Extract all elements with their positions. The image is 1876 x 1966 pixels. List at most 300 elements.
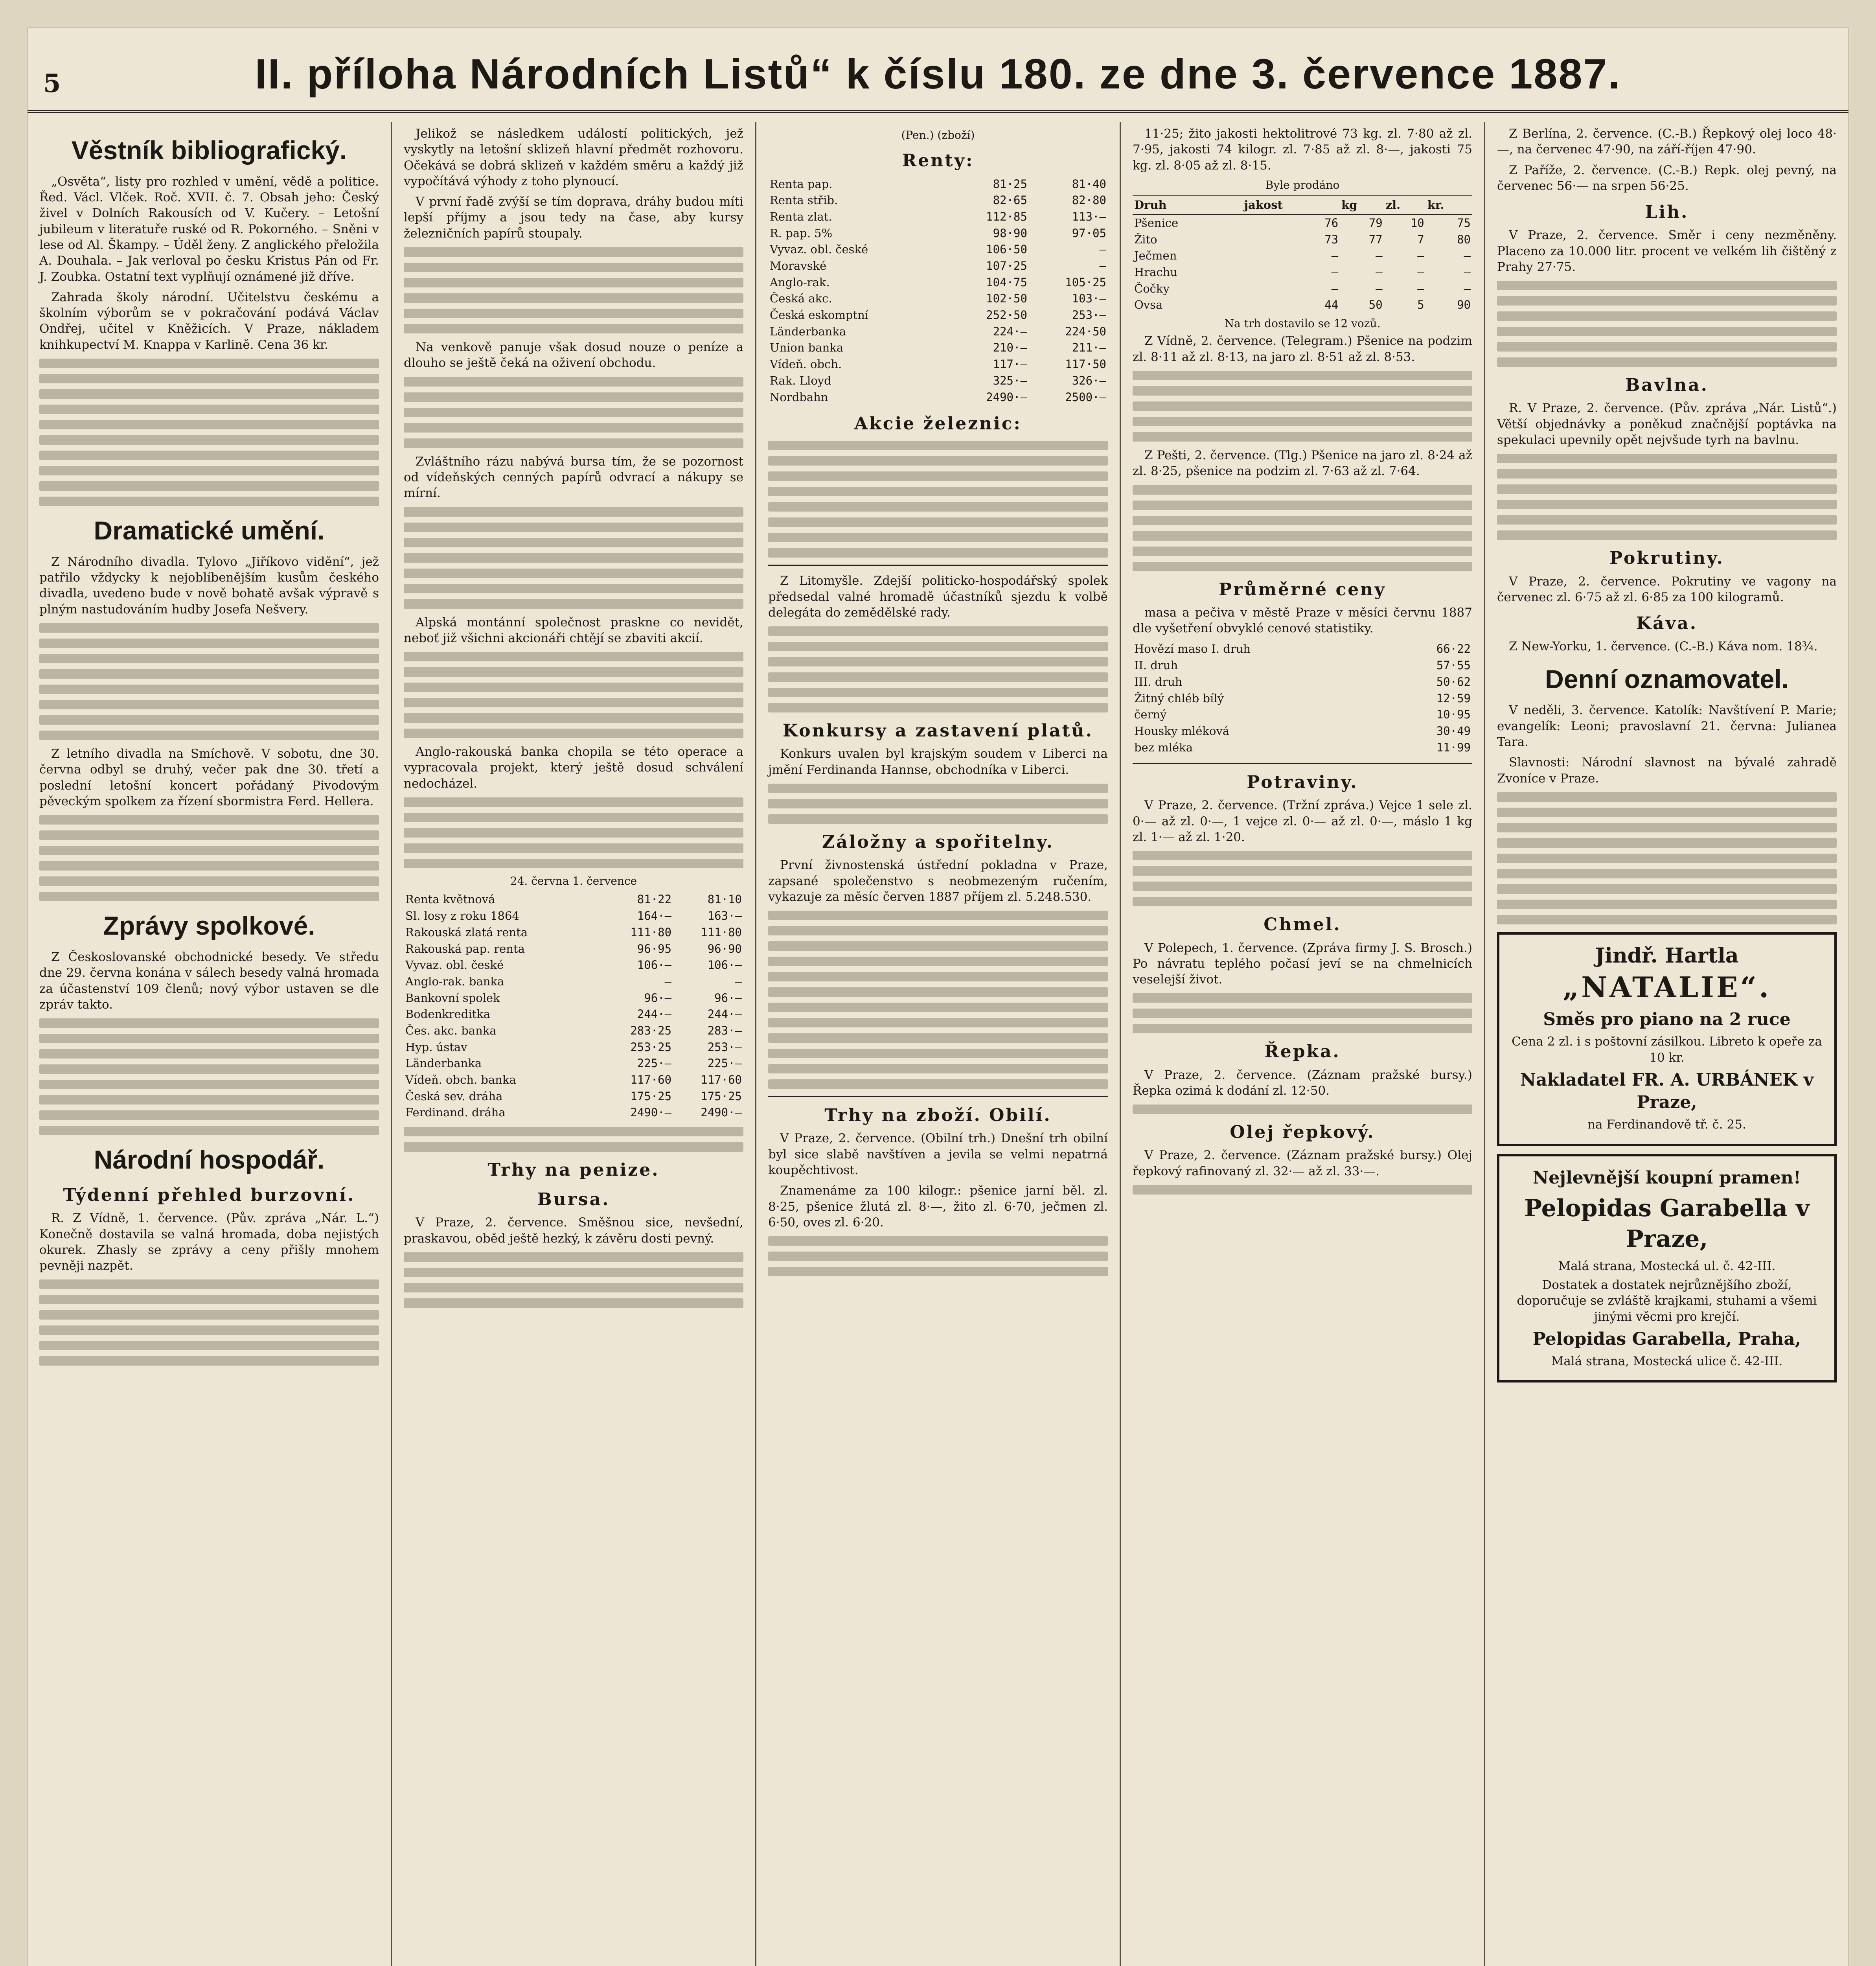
quotes-table-body [404, 891, 743, 1121]
text-line [404, 408, 743, 417]
table-cell-label: Renta zlat. [770, 210, 832, 223]
text-line [768, 911, 1108, 920]
text-line [1497, 296, 1837, 306]
table-row [768, 274, 1108, 291]
text-line [1497, 342, 1837, 352]
table-cell-value: 82·65 [993, 193, 1027, 207]
article-paragraph: Zahrada školy národní. Učitelstvu českému a školním výborům se v pokračování podává Václav Ondřej, učitel v Kněžicích. V Praze, nákladem knihkupectví M. Knappa v Karlině. Cena 36 kr. [39, 290, 379, 352]
text-line [1133, 516, 1472, 525]
table-row [768, 324, 1108, 340]
table-header-cell: kg [1340, 196, 1384, 215]
table-cell-value: 11·99 [1436, 740, 1471, 754]
grain-table-header [1133, 196, 1472, 215]
text-line [768, 626, 1108, 636]
text-line [768, 548, 1108, 558]
subsection-heading: Trhy na zboží. Obilí. [824, 1105, 1052, 1126]
table-cell-value: 117·— [993, 357, 1027, 371]
divider [768, 565, 1108, 566]
table-cell-label: černý [1134, 708, 1167, 722]
table-cell-value: — [1417, 282, 1424, 295]
quotes-table [404, 891, 743, 1121]
table-row [1133, 690, 1472, 707]
table-row [404, 990, 743, 1007]
text-line [404, 843, 743, 853]
ad-text: Cena 2 zl. i s poštovní zásilkou. Libreto k opeře za 10 kr. [1512, 1035, 1822, 1065]
ad-address: Malá strana, Mostecká ul. č. 42-III. [1558, 1259, 1776, 1273]
table-row [768, 225, 1108, 242]
text-line [404, 729, 743, 738]
text-line [1497, 454, 1837, 463]
table-cell-label: Bodenkreditka [405, 1007, 491, 1021]
table-cell-value: 211·— [1072, 341, 1106, 355]
table-cell-value: 104·75 [986, 275, 1027, 289]
table-cell-value: 244·— [707, 1007, 742, 1021]
text-line [39, 1080, 379, 1089]
table-cell-label: Vyvaz. obl. české [405, 958, 504, 972]
table-cell-value: 30·49 [1436, 724, 1471, 738]
text-line [404, 523, 743, 532]
table-cell-value: 225·— [707, 1057, 742, 1070]
table-cell-value: 2490·— [701, 1106, 742, 1119]
subsection-heading: Renty: [902, 151, 974, 171]
table-cell-value: 81·40 [1072, 177, 1106, 191]
table-cell-value: — [735, 974, 742, 988]
text-line [404, 1298, 743, 1308]
table-cell-value: 50·62 [1436, 675, 1471, 688]
table-row [404, 941, 743, 957]
subsection-heading: Pokrutiny. [1609, 548, 1724, 569]
text-line [39, 654, 379, 663]
text-line [39, 892, 379, 901]
section-heading-drama: Dramatické umění. [94, 516, 325, 545]
table-cell-label: Pšenice [1134, 216, 1179, 230]
text-line [1497, 900, 1837, 909]
article-paragraph: V Praze, 2. července. Směr i ceny nezměněny. Placeno za 10.000 litr. procent ve velkém lih čištěný z Prahy 27·75. [1497, 228, 1837, 274]
text-line [39, 420, 379, 429]
text-line [768, 1049, 1108, 1058]
article-paragraph: V první řadě zvýší se tím doprava, dráhy budou míti lepší příjmy a jsou tedy na čase, aby kursy železničních papírů stoupaly. [404, 195, 743, 241]
text-line [39, 1110, 379, 1120]
article-paragraph: Konkurs uvalen byl krajským soudem v Liberci na jmění Ferdinanda Hannse, obchodníka v Liberci. [768, 747, 1108, 777]
text-line [404, 797, 743, 807]
table-cell-label: Anglo-rak. [770, 275, 830, 289]
table-header-cell: Druh [1133, 196, 1243, 215]
text-line [768, 533, 1108, 542]
text-line [1497, 884, 1837, 894]
table-row [404, 891, 743, 908]
text-line [1133, 1104, 1472, 1114]
text-line [404, 278, 743, 287]
table-cell-label: Česká sev. dráha [405, 1089, 503, 1103]
text-line [768, 1252, 1108, 1261]
text-line [768, 1064, 1108, 1073]
text-line [1497, 469, 1837, 479]
subsection-heading: Trhy na penize. [487, 1160, 660, 1180]
table-row [1133, 215, 1472, 232]
table-cell-label: Union banka [770, 341, 844, 355]
column-4 [1121, 122, 1485, 1966]
text-line [404, 813, 743, 822]
table-cell-value: — [1417, 249, 1424, 263]
table-row [404, 1088, 743, 1105]
table-cell-value: 7 [1417, 232, 1424, 246]
article-paragraph: V Praze, 2. července. (Záznam pražské bursy.) Olej řepkový rafinovaný zl. 32·— až zl. 33·—. [1133, 1148, 1472, 1178]
text-line [39, 435, 379, 445]
table-cell-label: Länderbanka [405, 1057, 482, 1070]
section-heading-bibliography: Věstník bibliografický. [71, 136, 347, 165]
table-row [404, 974, 743, 990]
text-line [1133, 866, 1472, 876]
subsection-heading: Řepka. [1264, 1042, 1341, 1062]
advertisement-natalie [1497, 932, 1837, 1146]
text-line [39, 861, 379, 871]
text-line [1133, 1024, 1472, 1033]
table-row [768, 373, 1108, 389]
text-line [404, 377, 743, 387]
table-cell-value: 96·— [644, 991, 672, 1005]
table-cell-value: 111·80 [701, 925, 742, 939]
text-line [404, 293, 743, 303]
article-paragraph: Zvláštního rázu nabývá bursa tím, že se pozornost od vídeňských cenných papírů odvrací a nákupy se mírní. [404, 454, 743, 501]
text-line [39, 389, 379, 399]
table-cell-value: 77 [1368, 232, 1383, 246]
table-cell-value: 224·50 [1065, 324, 1106, 338]
table-cell-label: Hovězí maso I. druh [1134, 642, 1251, 656]
text-line [1133, 1009, 1472, 1018]
column-1 [28, 122, 392, 1966]
advertisement-garabella [1497, 1154, 1837, 1383]
text-line [39, 1095, 379, 1104]
section-heading-economy: Národní hospodář. [94, 1145, 325, 1174]
subsection-heading: Týdenní přehled burzovní. [63, 1185, 355, 1206]
article-paragraph: Znamenáme za 100 kilogr.: pšenice jarní běl. zl. 8·25, pšenice žlutá zl. 8·—, žito zl. 6·70, ječmen zl. 6·50, oves zl. 6·20. [768, 1184, 1108, 1230]
table-cell-value: 81·10 [707, 893, 742, 906]
text-line [404, 423, 743, 433]
table-cell-label: Žitný chléb bílý [1134, 691, 1224, 705]
table-cell-value: 50 [1368, 298, 1383, 312]
text-line [1133, 417, 1472, 426]
text-line [1133, 501, 1472, 510]
text-line [39, 623, 379, 633]
text-line [1497, 808, 1837, 817]
ad-subtitle: Směs pro piano na 2 ruce [1543, 1009, 1791, 1030]
subsection-heading: Potraviny. [1247, 772, 1358, 793]
table-cell-value: 244·— [637, 1007, 672, 1021]
table-cell-value: 2490·— [986, 390, 1027, 404]
table-cell-value: 224·— [993, 324, 1027, 338]
table-cell-value: 75 [1457, 216, 1471, 230]
table-row [1133, 248, 1472, 264]
article-paragraph: masa a pečiva v městě Praze v měsíci červnu 1887 dle vyšetření obvyklé cenové statistiky. [1133, 605, 1472, 636]
table-cell-label: R. pap. 5% [770, 226, 833, 240]
table-cell-value: 175·25 [630, 1089, 672, 1103]
text-line [404, 599, 743, 609]
table-cell-value: — [1464, 249, 1471, 263]
table-row [768, 209, 1108, 225]
table-cell-value: 57·55 [1436, 659, 1471, 672]
article-paragraph: V Praze, 2. července. (Tržní zpráva.) Vejce 1 sele zl. 0·— až zl. 0·—, 1 vejce zl. 0·— až zl. 0·—, máslo 1 kg zl. 1·— až zl. 1·20. [1133, 798, 1472, 845]
table-cell-label: Bankovní spolek [405, 991, 500, 1005]
text-line [404, 859, 743, 868]
table-row [768, 192, 1108, 209]
column-5 [1485, 122, 1848, 1966]
text-line [768, 957, 1108, 966]
table-row [404, 1039, 743, 1056]
section-heading-daily: Denní oznamovatel. [1545, 664, 1789, 694]
table-heading: 24. června 1. července [510, 874, 637, 888]
article-paragraph: R. Z Vídně, 1. července. (Pův. zpráva „Nár. L.“) Konečně dostavila se valná hromada, doba nejistých okurek. Zhasly se zprávy a ceny přišly mnohem pevněji nazpět. [39, 1211, 379, 1273]
masthead [28, 28, 1848, 113]
text-line [39, 876, 379, 886]
table-cell-value: 253·25 [630, 1040, 672, 1054]
quotes-table [768, 176, 1108, 406]
table-cell-value: 106·50 [986, 243, 1027, 256]
text-line [39, 1049, 379, 1058]
article-paragraph: V Praze, 2. července. (Obilní trh.) Dnešní trh obilní byl sice slabě navštíven a jevila se velmi nepatrná koupěchtivost. [768, 1131, 1108, 1177]
table-cell-value: 175·25 [701, 1089, 742, 1103]
text-line [39, 1356, 379, 1366]
ad-signature: Pelopidas Garabella, Praha, [1532, 1329, 1801, 1349]
table-row [404, 1055, 743, 1072]
table-cell-value: 66·22 [1436, 642, 1471, 656]
table-cell-label: Hrachu [1134, 265, 1178, 279]
table-cell-label: bez mléka [1134, 740, 1193, 754]
table-cell-label: Housky mléková [1134, 724, 1230, 738]
divider [1133, 763, 1472, 764]
text-line [404, 263, 743, 272]
ad-publisher-address: na Ferdinandově tř. č. 25. [1587, 1117, 1746, 1132]
article-paragraph: Z Vídně, 2. července. (Telegram.) Pšenice na podzim zl. 8·11 až zl. 8·13, na jaro zl. 8·51 až zl. 8·53. [1133, 334, 1472, 364]
table-cell-value: 105·25 [1065, 275, 1106, 289]
text-line [1133, 993, 1472, 1003]
text-line [1497, 357, 1837, 367]
subsection-heading: Lih. [1645, 202, 1689, 223]
table-row [1133, 723, 1472, 740]
table-cell-value: — [1417, 265, 1424, 279]
subsection-heading: Bavlna. [1625, 375, 1709, 396]
table-cell-label: Čočky [1134, 282, 1170, 295]
article-paragraph: Z Pešti, 2. července. (Tlg.) Pšenice na jaro zl. 8·24 až zl. 8·25, pšenice na podzim zl. 7·63 až zl. 7·64. [1133, 448, 1472, 479]
text-line [404, 309, 743, 318]
text-line [39, 685, 379, 694]
ad-heading: Nejlevnější koupní pramen! [1532, 1167, 1801, 1188]
article-paragraph: Z Litomyšle. Zdejší politicko-hospodářský spolek předsedal valné hromadě účastníků sjezdu k volbě delegáta do zemědělské rady. [768, 574, 1108, 620]
text-line [768, 1267, 1108, 1276]
table-cell-value: 82·80 [1072, 193, 1106, 207]
text-line [1133, 432, 1472, 442]
table-cell-label: Vyvaz. obl. české [770, 243, 868, 256]
section-heading-societies: Zprávy spolkové. [103, 911, 315, 941]
table-cell-label: Renta střib. [770, 193, 838, 207]
table-cell-value: — [1376, 282, 1383, 295]
ad-text: Dostatek a dostatek nejrůznějšího zboží, doporučuje se zvláště krajkami, stuhami a všemi jinými věcmi pro krejčí. [1517, 1278, 1817, 1324]
table-row [768, 389, 1108, 406]
text-line [39, 700, 379, 709]
subsection-heading: Konkursy a zastavení platů. [782, 721, 1094, 741]
text-line [1497, 838, 1837, 848]
text-line [39, 669, 379, 679]
newspaper-page [28, 28, 1848, 1966]
text-line [404, 683, 743, 692]
table-cell-label: Česká akc. [770, 292, 832, 306]
text-line [404, 1142, 743, 1152]
table-cell-label: Länderbanka [770, 324, 846, 338]
table-cell-value: 225·— [637, 1057, 672, 1070]
table-cell-value: — [1376, 265, 1383, 279]
text-line [404, 553, 743, 563]
article-paragraph: „Osvěta“, listy pro rozhled v umění, vědě a politice. Řed. Václ. Vlček. Roč. XVII. č. 7. Obsah jeho: Český živel v Dolních Rakousích od V. Kučery. – Letošní jubileum v literatuře ruské od R. Pokorného. – Sněni v lese od Al. Škampy. – Úděl ženy. Z anglického přeložila A. Douhala. – Jak verloval po česku Kristus Pán od Fr. J. Zoubka. Ostatní text vyplňují oznámené již dříve. [39, 174, 379, 284]
text-line [768, 814, 1108, 824]
table-row [1133, 674, 1472, 690]
text-line [1497, 281, 1837, 290]
text-line [404, 652, 743, 661]
text-line [1133, 547, 1472, 556]
table-cell-label: Vídeň. obch. [770, 357, 842, 371]
table-cell-value: 97·05 [1072, 226, 1106, 240]
table-cell-value: — [1099, 243, 1106, 256]
subsection-heading: Akcie železnic: [854, 414, 1022, 434]
article-paragraph: Slavnosti: Národní slavnost na bývalé zahradě Zvoníce v Praze. [1497, 755, 1837, 786]
table-cell-value: 111·80 [630, 925, 672, 939]
table-cell-value: 10·95 [1436, 708, 1471, 722]
article-paragraph: Na venkově panuje však dosud nouze o peníze a dlouho se ještě čeká na oživení obchodu. [404, 340, 743, 370]
text-line [1497, 500, 1837, 509]
table-row [404, 957, 743, 974]
table-row [768, 291, 1108, 307]
text-line [39, 1325, 379, 1335]
ad-title: Pelopidas Garabella v Praze, [1524, 1194, 1810, 1253]
text-line [1133, 562, 1472, 571]
text-line [1497, 530, 1837, 540]
text-line [768, 642, 1108, 651]
text-line [1133, 1185, 1472, 1195]
table-row [1133, 740, 1472, 756]
table-cell-value: 10 [1410, 216, 1424, 230]
article-paragraph: Alpská montánní společnost praskne co nevidět, neboť již všichni akcionáři chtějí se zbaviti akcií. [404, 615, 743, 645]
table-header-cell: zl. [1384, 196, 1426, 215]
text-line [39, 715, 379, 725]
table-cell-value: — [1331, 249, 1339, 263]
text-line [1497, 515, 1837, 525]
text-line [768, 941, 1108, 951]
table-cell-value: 44 [1324, 298, 1339, 312]
subsection-heading: Olej řepkový. [1230, 1122, 1375, 1143]
column-3 [756, 122, 1121, 1966]
text-line [1133, 485, 1472, 495]
table-cell-value: 252·50 [986, 308, 1027, 322]
text-line [404, 1127, 743, 1136]
table-row [404, 908, 743, 924]
article-paragraph: V Praze, 2. července. Směšnou sice, nevšední, praskavou, oběd ještě hezký, k závěru dosti pevný. [404, 1215, 743, 1246]
table-cell-value: 106·— [637, 958, 672, 972]
text-line [404, 538, 743, 547]
article-paragraph: Z New-Yorku, 1. července. (C.-B.) Káva nom. 18¾. [1509, 639, 1818, 654]
table-cell-value: — [1376, 249, 1383, 263]
table-row [1133, 707, 1472, 723]
text-line [39, 1034, 379, 1043]
text-line [768, 471, 1108, 481]
table-cell-value: 79 [1368, 216, 1383, 230]
table-cell-value: 107·25 [986, 259, 1027, 273]
article-paragraph: V neděli, 3. července. Katolík: Navštívení P. Marie; evangelík: Leoni; pravoslavní 21. června: Julianea Tara. [1497, 703, 1837, 749]
table-cell-value: 5 [1417, 298, 1424, 312]
text-line [404, 392, 743, 402]
table-row [1133, 264, 1472, 281]
table-cell-label: Česká eskomptní [770, 308, 869, 322]
table-cell-value: 283·25 [630, 1023, 672, 1037]
table-cell-label: Renta pap. [770, 177, 833, 191]
text-line [768, 672, 1108, 682]
text-line [1497, 854, 1837, 863]
text-line [768, 502, 1108, 512]
table-row [404, 1072, 743, 1088]
table-cell-value: 163·— [707, 909, 742, 923]
table-cell-label: Nordbahn [770, 390, 828, 404]
text-line [39, 846, 379, 855]
text-line [1133, 851, 1472, 860]
table-cell-value: — [1331, 265, 1339, 279]
subsection-heading: Průměrné ceny [1219, 579, 1386, 600]
table-cell-value: — [1464, 282, 1471, 295]
table-cell-label: Vídeň. obch. banka [405, 1073, 516, 1086]
prices-table [1133, 641, 1472, 756]
table-cell-value: 12·59 [1436, 691, 1471, 705]
table-cell-value: — [1331, 282, 1339, 295]
article-paragraph: Z Národního divadla. Tylovo „Jiříkovo vidění“, jež patřilo vždycky k nejoblíbenějším kusům českého divadla, uvedeno bude v nově bohatě avšak výpravě s plným nastudováním hudby Josefa Nešvery. [39, 554, 379, 617]
text-line [768, 456, 1108, 466]
table-cell-value: 103·— [1072, 292, 1106, 306]
table-cell-label: Ječmen [1134, 249, 1177, 263]
table-cell-label: Čes. akc. banka [405, 1023, 497, 1037]
ad-signature-address: Malá strana, Mostecká ulice č. 42-III. [1551, 1354, 1783, 1369]
grain-table [1133, 195, 1472, 313]
text-line [768, 784, 1108, 793]
table-cell-label: Renta květnová [405, 893, 495, 906]
table-header-cell: kr. [1426, 196, 1472, 215]
table-cell-value: 96·90 [707, 942, 742, 955]
table-cell-value: 117·50 [1065, 357, 1106, 371]
table-cell-value: 117·60 [701, 1073, 742, 1086]
table-cell-value: 117·60 [630, 1073, 672, 1086]
text-line [39, 405, 379, 414]
article-paragraph: V Praze, 2. července. Pokrutiny ve vagony na červenec zl. 6·75 až zl. 6·85 za 100 kilogramů. [1497, 574, 1837, 604]
table-cell-value: 90 [1457, 298, 1471, 312]
divider [768, 1096, 1108, 1097]
text-line [1133, 386, 1472, 396]
table-cell-value: 326·— [1072, 374, 1106, 387]
text-line [39, 1295, 379, 1304]
table-row [404, 1006, 743, 1023]
text-line [39, 497, 379, 506]
ad-author: Jindř. Hartla [1595, 943, 1739, 968]
table-cell-value: 2490·— [630, 1106, 672, 1119]
text-line [404, 1268, 743, 1277]
table-cell-label: Rakouská pap. renta [405, 942, 525, 955]
table-row [404, 1023, 743, 1039]
text-line [1497, 327, 1837, 336]
table-cell-value: 96·— [714, 991, 742, 1005]
table-cell-label: Žito [1134, 232, 1157, 246]
text-line [1133, 371, 1472, 380]
table-cell-value: 113·— [1072, 210, 1106, 223]
text-line [404, 713, 743, 723]
text-line [1497, 311, 1837, 321]
article-paragraph: Z letního divadla na Smíchově. V sobotu, dne 30. června odbyl se druhý, večer pak dne 30. třetí a poslední letošní koncert pořádaný Pivodovým pěveckým spolkem za řízení sbormistra Ferd. Hellera. [39, 747, 379, 808]
table-cell-value: 106·— [707, 958, 742, 972]
text-line [768, 1003, 1108, 1012]
text-line [39, 1018, 379, 1028]
text-line [768, 987, 1108, 997]
